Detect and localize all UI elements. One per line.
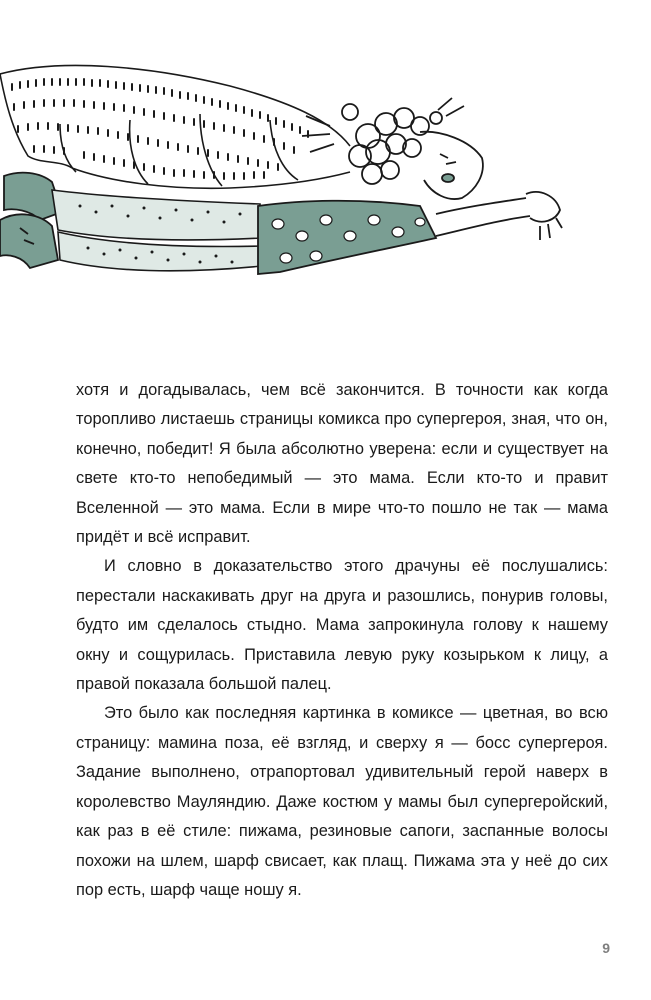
paragraph-3: Это было как последняя картинка в комиксе — цветная, во всю страницу: мамина поза, её взгляд, и сверху я — босс супергероя. Задание выполнено, отрапортовал удивительный герой наверх в королевство Мауляндию. Даже костюм у мамы был супергеройский, как раз в её стиле: пижама, резиновые сапоги, заспанные волосы похожи на шлем, шарф свисает, как плащ. Пижама эта у неё до сих пор есть, шарф чаще ношу я. [76,704,608,899]
paragraph-1: хотя и догадывалась, чем всё закончится. В точности как когда торопливо листаешь страницы комикса про супергероя, зная, что он, конечно, победит! Я была абсолютно уверена: если и существует на свете кто-то непобедимый — это мама. Если кто-то и правит Вселенной — это мама. Если в мире что-то пошло не так — мама придёт и всё исправит. [76,381,608,547]
rubber-boots [0,173,62,268]
body-text [76,376,608,905]
flying-superhero-mom-illustration [0,60,600,300]
pyjama-top [258,201,436,274]
cape-texture [12,79,308,179]
paragraph-2: И словно в доказательство этого драчуны её послушались: перестали наскакивать друг на друга и разошлись, понурив головы, будто им сделалось стыдно. Мама запрокинула голову к нашему окну и сощурилась. Приставила левую руку козырьком к лицу, а правой показала большой палец. [76,557,608,694]
page-number: 9 [602,940,610,956]
pyjama-legs [52,190,262,271]
head [302,98,483,199]
